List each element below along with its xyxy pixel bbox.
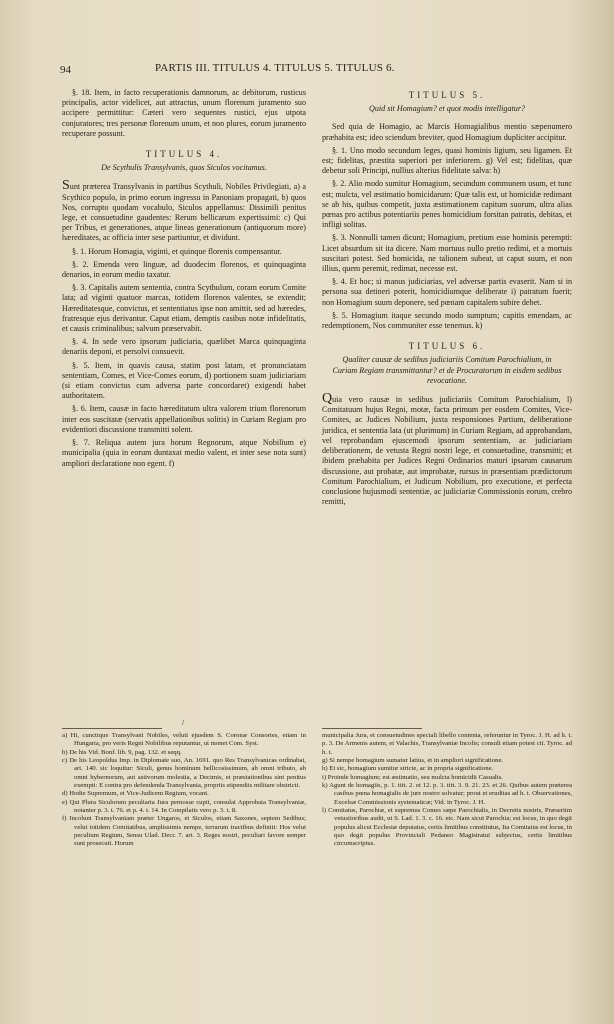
paragraph-r1: §. 1. Uno modo secundum leges, quasi hominis ligium, seu ligamen. Et est; fidelitas, præstita superiori per inferiorem. g) Vel est; fidelitas, quæ debetur soli Principi, nullius alterius fidelitate salva: h) bbox=[322, 145, 572, 176]
title-5-subtitle: Quid sit Homagium? et quot modis intelligatur? bbox=[368, 104, 526, 114]
right-column bbox=[322, 88, 572, 510]
footnote: a) Hi, cunctique Transylvani Nobiles, veluti ejusdem S. Coronæ Consortes, etiam in Hungaria, pro veris Regni Nobilibus reputantur, ut monet Com. Syst. bbox=[62, 732, 306, 748]
footnote: e) Qui Plura Siculorum peculiaria Jura pernosse cupit, consulat Approbata Transylvaniæ, notanter p. 3. t. 76. et p. 4. t. 14. In Compilatis vero p. 3. t. 8. bbox=[62, 798, 306, 815]
footnotes-right bbox=[322, 732, 572, 849]
footnote: g) Si nempe homagium sumatur latius, et in ampliori significatione. bbox=[322, 757, 504, 765]
paragraph-s18: §. 18. Item, in facto recuperationis damnorum, ac debitorum, rusticus principalis, actor videlicet, aut attractus, unum florenum juramento suo accipere permittitur: Cæteri vero sequentes rustici, ejus utpota conjuratores; tres personæ florenum unum, et non plures, eorum juramento recuperare possunt. bbox=[62, 88, 306, 138]
footnote: c) De his Leopoldus Imp. in Diplomate suo, An. 1691. quo Res Transylvanicas ordinabat, art. 140. sic loquitur: Siculi, genus hominum bellicosissimum, ab omni tributo, ab omni hybernorum, aut astivorum molestia, a Decimis, et præstationibus sint penitus exempti: E contra pro defendenda Transylvania, propriis stipendiis militare obstricti. bbox=[62, 757, 306, 790]
paragraph-r3: §. 3. Nonnulli tamen dicunt; Homagium, pretium esse hominis perempti: Licet absurdum sit ita dicere. Nam mortuus nullo pretio redimi, et a mortuis suscitari potest. Sed homicida, ne talionem subeat, ut caput suum, et non illius, quem peremit, redimat, necesse est. bbox=[322, 233, 572, 274]
title-6-subtitle: Qualiter causæ de sedibus judiciariis Comitum Parochialium, in Curiam Regiam transmittantur? et de Procuratorum in eisdem sedibus revocatione. bbox=[332, 355, 562, 385]
page-number: 94 bbox=[60, 64, 71, 76]
footnote-rule bbox=[322, 728, 422, 729]
footnote: d) Hodie Supremum, et Vice-Judicem Regium, vocant. bbox=[62, 790, 209, 798]
paragraph-s3: §. 3. Capitalis autem sententia, contra Scythulum, coram eorum Comite lata; ad viginti quatuor marcas, totidem florenos valentes, se extendit; Hæreditatesque, convictus, et sententiatus ipse non amittit, sed ad hæredes, fratresque ejus derivantur. Caput etiam, demptis casibus notæ infidelitatis, et causis criminalibus; salvum præservabit. bbox=[62, 283, 306, 334]
paragraph-s7: §. 7. Reliqua autem jura horum Regnorum, atque Nobilium e) municipalia (quia in eorum duntaxat medio valent, et inter sese nota sunt) ampliori declaratione non egent. f) bbox=[62, 438, 306, 468]
footnote: f) Incolunt Transylvaniam præter Ungaros, et Siculos, etiam Saxones, septem Sedibus; velut totidem Comitatibus, amplissimis nempe, terrarum tractibus definiti: Hos velut peculium Regium, Sensu Ulad. Decr. 7. art. 3. Reges nostri, peculiari favore semper sunt prosecuti. Horum bbox=[62, 815, 306, 848]
left-column bbox=[62, 88, 306, 472]
paragraph-s2: §. 2. Emenda vero linguæ, ad duodecim florenos, et quinquaginta denarios, in eorum medio taxatur. bbox=[62, 259, 306, 280]
footnote: l) Comitatus, Parochiæ, et supremus Comes sæpe Parochialis, in Decretis nostris, Præsertim vetustioribus audit, ut S. Lad. 1. 3. c. 16. etc. Nam sicut Parochia; est locus, in quo degit populus alicui Ecclesiæ deputatus, certis limitibus constitutus, Ita Comitatus est locus, in quo degit populus Provinciali Pedaneo Magistratui subjectus, certis limitibus circumscriptus. bbox=[322, 807, 572, 848]
footnote: h) Et sic, homagium sumitur stricte, ac in propria significatione. bbox=[322, 765, 494, 773]
title-4-heading: TITULUS 4. bbox=[145, 149, 223, 160]
paragraph-s1: §. 1. Horum Homagia, viginti, et quinque florenis compensantur. bbox=[72, 246, 282, 256]
page-header bbox=[60, 62, 560, 78]
running-head: PARTIS III. TITULUS 4. TITULUS 5. TITULUS 6. bbox=[155, 62, 395, 74]
drop-capital: S bbox=[62, 178, 70, 194]
paragraph-s4: §. 4. In sede vero ipsorum judiciaria, quælibet Marca quinquaginta denariis deponi, et persolvi consuevit. bbox=[62, 337, 306, 357]
footnote: k) Agunt de homagiis, p. 1. titt. 2. et 12. p. 3. titt. 3. 9. 21. 23. et 26. Quibus autem præterea casibus pœna homagialis de jure nostro solvatur; prout et eruditas ad h. t. Observationes, Excelsæ Commissionis systematicæ; Vid. in Tyroc. J. H. bbox=[322, 782, 572, 806]
paragraph-s5: §. 5. Item, in quavis causa, statim post latam, et pronunciatam sententiam, Comes, et Vice-Comes eorum, d) portionem suam judiciariam (si etiam convictus cum adversa parte concordaret) exigendi habet authoritatem. bbox=[62, 360, 306, 401]
paragraph-r2: §. 2. Alio modo sumitur Homagium, secundum communem usum, et tunc est; mulcta, vel æstimatio homicidarum: Quæ talis est, ut homicidæ redimant se ab his, quibus competit, juxta æstimationem capitum suorum, ultra alias pœnas pro actibus potentiariis penes homicidium forsitan patratis, debitas, et infligi solitas. bbox=[322, 179, 572, 230]
paragraph-s6: §. 6. Item, causæ in facto hæreditatum ultra valorem trium florenorum inter eos suscitatæ (servatis appellationibus solitis) in Curiam Regiam pro evidentiori discussione transmitti solent. bbox=[62, 404, 306, 434]
signature-mark: / bbox=[182, 718, 185, 727]
drop-capital: Q bbox=[322, 391, 333, 407]
paragraph-r4: §. 4. Et hoc; si manus judiciarias, vel adversæ partis evaserit. Nam si in persona sua detineri poterit, homicidiumque deliberate i) patratum fuerit; non Homagium suum deponere, sed pœnam capitalem subire debet. bbox=[322, 277, 572, 307]
footnote-rule bbox=[62, 728, 162, 729]
title-6-intro: Quia vero causæ in sedibus judiciariis Comitum Parochialium, l) Comitatuum hujus Regni, motæ, facta primum per eosdem Comites, Vice-Comites, ac Judices Nobilium, juxta responsiones Partium, deliberatione juridica, et sententia lata (ut plurimum) in Curiam Regiam, ad approbandam, vel reprobandam ejuscemodi ipsorum sententiam, ac judiciariam deliberationem, de vetusta Regni nostri lege, et consuetudine, transmitti; et ibidem præhabita per Judices Regni Ordinarios maturi ipsarum causarum discussione, aut probatæ, aut improbatæ, rursus in præsentiam prædictorum Comitum Parochialium, et Judicum Nobilium, pro executione, et perfecta conclusione hujusmodi sententiæ, ac judiciariæ Commissionis eorum, crebro remitti, bbox=[322, 391, 572, 507]
title-5-intro: Sed quia de Homagio, ac Marcis Homagialibus mentio sæpenumero præhabita est; ideo sciendum breviter, quod Homagium dupliciter accipitur. bbox=[322, 122, 572, 142]
title-5-heading: TITULUS 5. bbox=[408, 90, 486, 100]
footnotes-left bbox=[62, 732, 306, 849]
title-6-heading: TITULUS 6. bbox=[408, 341, 486, 352]
paragraph-r5: §. 5. Homagium itaque secundo modo sumptum; capitis emendam, ac redemptionem, Nos communiter esse tenemus. k) bbox=[322, 310, 572, 331]
footnote: b) De his Vid. Bonf. lib. 9, pag. 132. et seqq. bbox=[62, 748, 182, 756]
title-4-subtitle: De Scythulis Transylvanis, quos Siculos vocitamus. bbox=[101, 163, 267, 173]
title-4-intro: Sunt præterea Transylvanis in partibus Scythuli, Nobiles Privilegiati, a) a Scythico populo, in primo eorum ingressu in Panoniam propagati, b) quos Nos, corrupto quodam vocabulo, Siculos appellamus: Dissimili penitus lege, et consuetudine gaudentes: Rerum bellicarum expertissimi: c) Qui per Tribus, et generationes, atque lineas generationum (antiquorum more) hæreditates, ac officia inter sese partiuntur, et dividunt. bbox=[62, 178, 306, 243]
footnote-continuation: municipalia Jura, et consuetudines speciali libello contenta, referuntur in Tyroc. J. H. ad h. t. p. 3. De Armenis autem, et Valachis, Transylvaniæ Incolis; consuli etiam potest cit. Tyroc. ad h. t. bbox=[322, 732, 572, 756]
footnote: i) Proinde homagium; est æstimatio, seu mulcta homicidii Casualis. bbox=[322, 773, 503, 781]
